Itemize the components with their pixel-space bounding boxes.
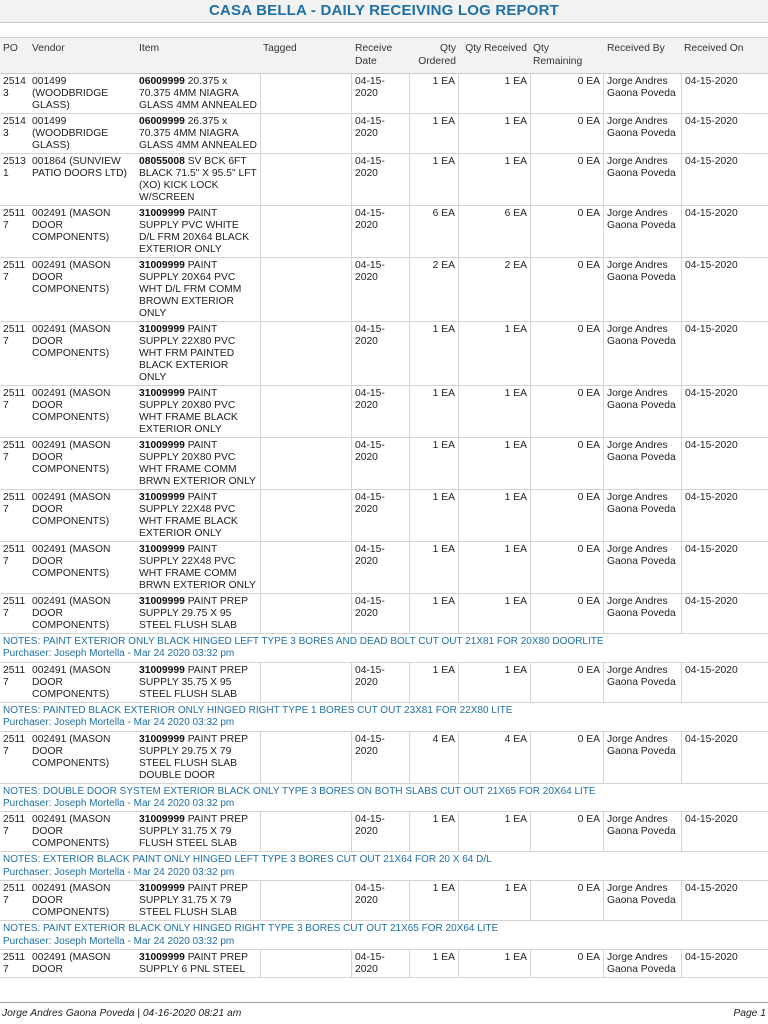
col-header-po: PO [3,43,18,54]
po-cell: 25117 [3,492,26,515]
received-on-cell: 04-15-2020 [681,322,768,385]
tagged-cell [260,594,352,633]
item-cell [136,114,260,153]
received-by-cell: Jorge Andres Gaona Poveda [607,883,676,907]
received-on-cell: 04-15-2020 [681,258,768,321]
tagged-cell [260,438,352,489]
qty-ordered-cell: 1 EA [409,594,459,633]
qty-received-cell: 1 EA [504,440,527,451]
received-by-cell: Jorge Andres Gaona Poveda [607,952,676,976]
vendor-cell: 002491 (MASON DOOR COMPONENTS) [32,324,111,359]
row-notes [0,921,768,950]
notes-text: NOTES: PAINT EXTERIOR ONLY BLACK HINGED LEFT TYPE 3 BORES AND DEAD BOLT CUT OUT 21X81 FOR 20X80 DOORLITE [3,636,604,647]
po-cell: 25117 [3,952,26,976]
received-on-cell: 04-15-2020 [681,881,768,920]
table-row [0,542,768,594]
table-row [0,594,768,634]
receive-date-cell: 04-15-2020 [355,440,385,463]
receive-date-cell: 04-15-2020 [355,208,385,231]
received-on-cell: 04-15-2020 [681,114,768,153]
item-cell [136,386,260,437]
vendor-cell: 002491 (MASON DOOR COMPONENTS) [32,596,111,631]
item-code: 31009999 [139,440,185,451]
po-cell: 25117 [3,544,26,567]
received-on-cell: 04-15-2020 [681,490,768,541]
received-by-cell: Jorge Andres Gaona Poveda [607,814,676,838]
received-by-cell: Jorge Andres Gaona Poveda [607,260,676,283]
received-on-cell: 04-15-2020 [681,663,768,702]
po-cell: 25117 [3,324,26,347]
tagged-cell [260,322,352,385]
notes-text: NOTES: PAINTED BLACK EXTERIOR ONLY HINGED RIGHT TYPE 1 BORES CUT OUT 23X81 FOR 22X80 LITE [3,704,513,716]
qty-received-cell: 4 EA [504,733,527,745]
qty-ordered-cell: 1 EA [409,438,459,489]
tagged-cell [260,812,352,851]
col-header-qty-remaining: Qty Remaining [533,43,583,67]
item-cell [136,950,260,977]
item-cell [136,438,260,489]
vendor-cell: 002491 (MASON DOOR COMPONENTS) [32,260,111,295]
tagged-cell [260,74,352,113]
item-cell [136,812,260,851]
item-code: 31009999 [139,883,185,895]
item-description: 26.375 x 70.375 4MM NIAGRA GLASS 4MM ANNEALED [139,116,257,151]
receive-date-cell: 04-15-2020 [355,544,385,567]
tagged-cell [260,114,352,153]
purchaser-text: Purchaser: Joseph Mortella - Mar 24 2020 03:32 pm [3,866,235,878]
table-row [0,812,768,852]
item-code: 31009999 [139,544,185,555]
item-code: 31009999 [139,388,185,399]
page-footer [0,1002,768,1024]
vendor-cell: 002491 (MASON DOOR COMPONENTS) [32,492,111,527]
tagged-cell [260,881,352,920]
item-description: PAINT SUPPLY 22X48 PVC WHT FRAME COMM BRWN EXTERIOR ONLY [139,544,256,591]
qty-remaining-cell: 0 EA [530,542,604,593]
qty-remaining-cell: 0 EA [530,114,604,153]
received-by-cell: Jorge Andres Gaona Poveda [607,733,676,757]
item-cell [136,594,260,633]
qty-remaining-cell: 0 EA [530,258,604,321]
table-row [0,386,768,438]
qty-received-cell: 1 EA [504,324,527,335]
receive-date-cell: 04-15-2020 [355,596,385,619]
qty-received-cell: 1 EA [504,76,527,87]
item-cell [136,732,260,783]
received-on-cell: 04-15-2020 [681,206,768,257]
col-header-tagged: Tagged [263,43,297,54]
item-code: 06009999 [139,76,185,87]
tagged-cell [260,154,352,205]
qty-remaining-cell: 0 EA [530,950,604,977]
receive-date-cell: 04-15-2020 [355,664,385,688]
qty-ordered-cell: 6 EA [409,206,459,257]
table-row [0,881,768,921]
qty-received-cell: 2 EA [504,260,527,271]
vendor-cell: 002491 (MASON DOOR COMPONENTS) [32,544,111,579]
tagged-cell [260,490,352,541]
qty-ordered-cell: 1 EA [409,386,459,437]
footer-page-number: Page 1 [733,1008,766,1019]
qty-remaining-cell: 0 EA [530,322,604,385]
received-on-cell: 04-15-2020 [681,386,768,437]
item-code: 31009999 [139,814,185,826]
vendor-cell: 002491 (MASON DOOR COMPONENTS) [32,664,111,700]
vendor-cell: 002491 (MASON DOOR COMPONENTS) [32,440,111,475]
received-by-cell: Jorge Andres Gaona Poveda [607,544,676,567]
footer-user-timestamp: Jorge Andres Gaona Poveda | 04-16-2020 08:21 am [2,1008,242,1019]
po-cell: 25117 [3,814,26,838]
item-description: PAINT PREP SUPPLY 29.75 X 79 STEEL FLUSH SLAB DOUBLE DOOR [139,733,248,781]
qty-ordered-cell: 1 EA [409,490,459,541]
vendor-cell: 001499 (WOODBRIDGE GLASS) [32,76,109,111]
vendor-cell: 002491 (MASON DOOR [32,952,111,976]
qty-received-cell: 1 EA [504,814,527,826]
tagged-cell [260,950,352,977]
po-cell: 25131 [3,156,26,179]
receive-date-cell: 04-15-2020 [355,952,385,976]
received-on-cell: 04-15-2020 [681,74,768,113]
qty-received-cell: 1 EA [504,664,527,676]
table-row [0,490,768,542]
vendor-cell: 002491 (MASON DOOR COMPONENTS) [32,814,111,850]
table-row [0,732,768,784]
vendor-cell: 002491 (MASON DOOR COMPONENTS) [32,733,111,769]
table-row [0,258,768,322]
vendor-cell: 001864 (SUNVIEW PATIO DOORS LTD) [32,156,127,179]
qty-received-cell: 6 EA [504,208,527,219]
qty-received-cell: 1 EA [504,388,527,399]
item-code: 06009999 [139,116,185,127]
qty-remaining-cell: 0 EA [530,732,604,783]
item-cell [136,663,260,702]
received-by-cell: Jorge Andres Gaona Poveda [607,492,676,515]
qty-received-cell: 1 EA [504,492,527,503]
item-cell [136,542,260,593]
receive-date-cell: 04-15-2020 [355,324,385,347]
item-code: 31009999 [139,208,185,219]
item-description: PAINT PREP SUPPLY 31.75 X 79 FLUSH STEEL SLAB [139,814,248,850]
table-row [0,206,768,258]
item-description: 20.375 x 70.375 4MM NIAGRA GLASS 4MM ANNEALED [139,76,257,111]
po-cell: 25117 [3,260,26,283]
qty-ordered-cell: 1 EA [409,542,459,593]
row-notes [0,703,768,732]
vendor-cell: 002491 (MASON DOOR COMPONENTS) [32,388,111,423]
item-code: 31009999 [139,952,185,964]
receive-date-cell: 04-15-2020 [355,116,385,139]
qty-ordered-cell: 2 EA [409,258,459,321]
notes-text: NOTES: PAINT EXTERIOR BLACK ONLY HINGED RIGHT TYPE 3 BORES CUT OUT 21X65 FOR 20X64 LITE [3,923,499,935]
item-code: 31009999 [139,733,185,745]
qty-received-cell: 1 EA [504,156,527,167]
receive-date-cell: 04-15-2020 [355,883,385,907]
item-code: 31009999 [139,492,185,503]
qty-remaining-cell: 0 EA [530,881,604,920]
row-notes [0,634,768,663]
item-code: 31009999 [139,324,185,335]
qty-remaining-cell: 0 EA [530,386,604,437]
qty-remaining-cell: 0 EA [530,490,604,541]
received-on-cell: 04-15-2020 [681,542,768,593]
qty-remaining-cell: 0 EA [530,74,604,113]
received-by-cell: Jorge Andres Gaona Poveda [607,388,676,411]
col-header-received-by: Received By [607,43,665,54]
tagged-cell [260,206,352,257]
received-by-cell: Jorge Andres Gaona Poveda [607,116,676,139]
po-cell: 25117 [3,883,26,907]
table-row [0,154,768,206]
po-cell: 25117 [3,733,26,757]
receive-date-cell: 04-15-2020 [355,156,385,179]
tagged-cell [260,663,352,702]
item-code: 31009999 [139,664,185,676]
qty-ordered-cell: 1 EA [409,663,459,702]
item-description: PAINT SUPPLY 22X80 PVC WHT FRM PAINTED BLACK EXTERIOR ONLY [139,324,236,383]
col-header-qty-received: Qty Received [465,43,527,54]
tagged-cell [260,258,352,321]
qty-received-cell: 1 EA [504,952,527,964]
qty-remaining-cell: 0 EA [530,438,604,489]
table-row [0,438,768,490]
qty-remaining-cell: 0 EA [530,154,604,205]
received-on-cell: 04-15-2020 [681,950,768,977]
notes-text: NOTES: EXTERIOR BLACK PAINT ONLY HINGED LEFT TYPE 3 BORES CUT OUT 21X64 FOR 20 X 64 D/L [3,854,492,866]
table-row [0,322,768,386]
purchaser-text: Purchaser: Joseph Mortella - Mar 24 2020 03:32 pm [3,717,235,729]
po-cell: 25117 [3,208,26,231]
po-cell: 25117 [3,388,26,411]
item-cell [136,322,260,385]
qty-remaining-cell: 0 EA [530,206,604,257]
vendor-cell: 001499 (WOODBRIDGE GLASS) [32,116,109,151]
received-on-cell: 04-15-2020 [681,438,768,489]
item-description: SV BCK 6FT BLACK 71.5" X 95.5" LFT (XO) KICK LOCK W/SCREEN [139,156,257,203]
col-header-vendor: Vendor [32,43,65,54]
qty-ordered-cell: 1 EA [409,881,459,920]
item-cell [136,258,260,321]
qty-received-cell: 1 EA [504,596,527,607]
qty-ordered-cell: 1 EA [409,322,459,385]
item-description: PAINT PREP SUPPLY 35.75 X 95 STEEL FLUSH SLAB [139,664,248,700]
qty-remaining-cell: 0 EA [530,663,604,702]
table-row [0,663,768,703]
receive-date-cell: 04-15-2020 [355,492,385,515]
qty-ordered-cell: 4 EA [409,732,459,783]
tagged-cell [260,386,352,437]
received-by-cell: Jorge Andres Gaona Poveda [607,324,676,347]
purchaser-text: Purchaser: Joseph Mortella - Mar 24 2020 03:32 pm [3,648,235,660]
qty-ordered-cell: 1 EA [409,114,459,153]
tagged-cell [260,542,352,593]
table-row [0,114,768,154]
received-on-cell: 04-15-2020 [681,154,768,205]
qty-received-cell: 1 EA [504,883,527,895]
item-description: PAINT SUPPLY PVC WHITE D/L FRM 20X64 BLACK EXTERIOR ONLY [139,208,250,255]
received-by-cell: Jorge Andres Gaona Poveda [607,156,676,179]
purchaser-text: Purchaser: Joseph Mortella - Mar 24 2020 03:32 pm [3,935,235,947]
tagged-cell [260,732,352,783]
col-header-item: Item [139,43,160,54]
table-row [0,74,768,114]
item-cell [136,154,260,205]
po-cell: 25143 [3,116,26,139]
item-description: PAINT PREP SUPPLY 31.75 X 79 STEEL FLUSH SLAB [139,883,248,919]
item-code: 08055008 [139,156,185,167]
item-cell [136,74,260,113]
vendor-cell: 002491 (MASON DOOR COMPONENTS) [32,208,111,243]
item-code: 31009999 [139,260,185,271]
received-by-cell: Jorge Andres Gaona Poveda [607,664,676,688]
item-description: PAINT SUPPLY 20X80 PVC WHT FRAME COMM BRWN EXTERIOR ONLY [139,440,256,487]
purchaser-text: Purchaser: Joseph Mortella - Mar 24 2020 03:32 pm [3,798,235,810]
po-cell: 25117 [3,664,26,688]
qty-received-cell: 1 EA [504,544,527,555]
receive-date-cell: 04-15-2020 [355,814,385,838]
po-cell: 25117 [3,440,26,463]
po-cell: 25117 [3,596,26,619]
report-title: CASA BELLA - DAILY RECEIVING LOG REPORT [0,0,768,23]
table-header [0,37,768,74]
qty-received-cell: 1 EA [504,116,527,127]
col-header-qty-ordered: Qty Ordered [418,43,456,67]
qty-ordered-cell: 1 EA [409,950,459,977]
col-header-received-on: Received On [684,43,744,54]
item-cell [136,490,260,541]
row-notes [0,784,768,813]
received-by-cell: Jorge Andres Gaona Poveda [607,76,676,99]
table-body [0,74,768,978]
row-notes [0,852,768,881]
item-description: PAINT SUPPLY 20X80 PVC WHT FRAME BLACK EXTERIOR ONLY [139,388,238,435]
qty-remaining-cell: 0 EA [530,594,604,633]
col-header-receive-date: Receive Date [355,43,393,67]
item-cell [136,881,260,920]
receive-date-cell: 04-15-2020 [355,76,385,99]
received-by-cell: Jorge Andres Gaona Poveda [607,596,676,619]
received-on-cell: 04-15-2020 [681,812,768,851]
receive-date-cell: 04-15-2020 [355,388,385,411]
item-cell [136,206,260,257]
received-by-cell: Jorge Andres Gaona Poveda [607,208,676,231]
received-on-cell: 04-15-2020 [681,732,768,783]
item-code: 31009999 [139,596,185,607]
table-row [0,950,768,978]
qty-remaining-cell: 0 EA [530,812,604,851]
received-by-cell: Jorge Andres Gaona Poveda [607,440,676,463]
item-description: PAINT SUPPLY 20X64 PVC WHT D/L FRM COMM BROWN EXTERIOR ONLY [139,260,242,319]
item-description: PAINT PREP SUPPLY 29.75 X 95 STEEL FLUSH SLAB [139,596,248,631]
po-cell: 25143 [3,76,26,99]
qty-ordered-cell: 1 EA [409,154,459,205]
received-on-cell: 04-15-2020 [681,594,768,633]
vendor-cell: 002491 (MASON DOOR COMPONENTS) [32,883,111,919]
item-description: PAINT PREP SUPPLY 6 PNL STEEL [139,952,248,976]
qty-ordered-cell: 1 EA [409,812,459,851]
receive-date-cell: 04-15-2020 [355,733,385,757]
qty-ordered-cell: 1 EA [409,74,459,113]
receive-date-cell: 04-15-2020 [355,260,385,283]
item-description: PAINT SUPPLY 22X48 PVC WHT FRAME BLACK EXTERIOR ONLY [139,492,238,539]
notes-text: NOTES: DOUBLE DOOR SYSTEM EXTERIOR BLACK ONLY TYPE 3 BORES ON BOTH SLABS CUT OUT 21X65 FOR 20X64 LITE [3,785,596,797]
receiving-log-table [0,37,768,978]
